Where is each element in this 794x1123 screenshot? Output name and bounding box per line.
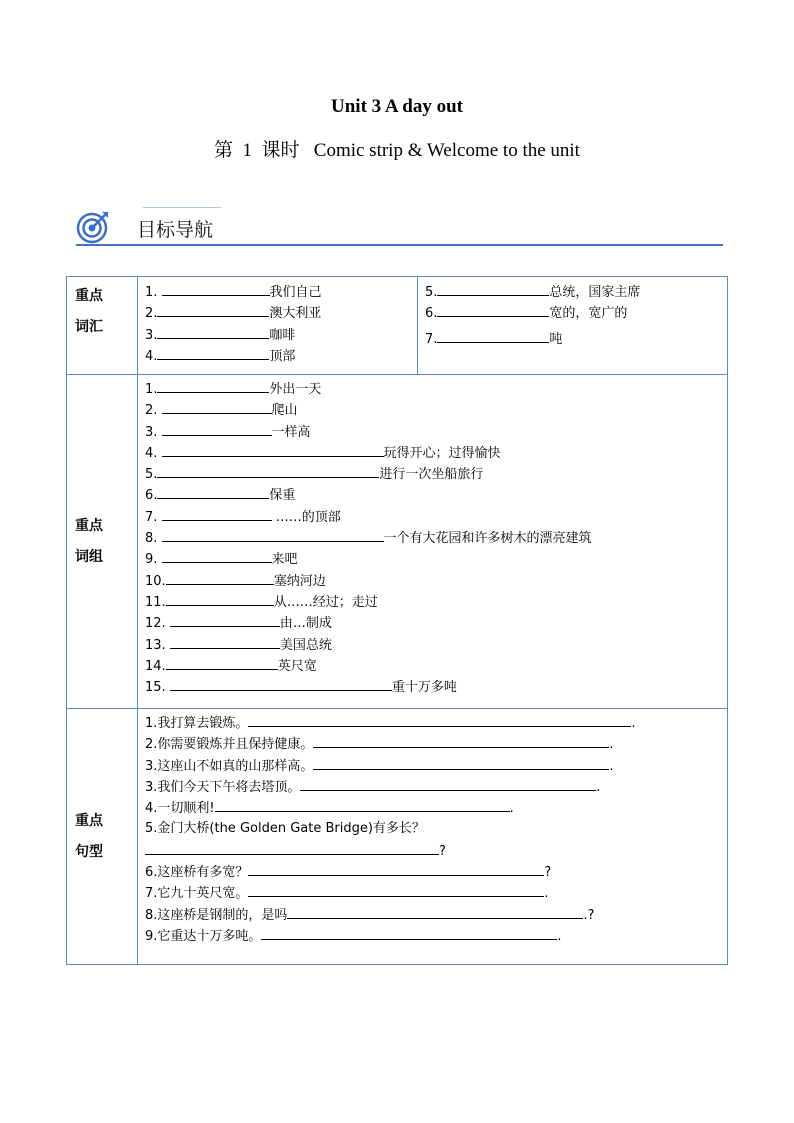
item-number: 5. <box>425 285 438 300</box>
item-number: 6. <box>425 306 438 322</box>
item-meaning: 顶部 <box>269 348 296 364</box>
sentence-prompt: 5.金门大桥(the Golden Gate Bridge)有多长？ <box>145 821 425 837</box>
sentences-row <box>67 709 728 965</box>
item-meaning: 吨 <box>549 331 563 347</box>
vocab-item <box>418 281 727 302</box>
phrases-label-line1: 重点 <box>75 517 103 534</box>
sentence-end: .? <box>583 907 595 923</box>
phrases-label-line2: 词组 <box>75 548 103 565</box>
sentence-end: . <box>544 886 549 902</box>
sentence-prompt: 6.这座桥有多宽？ <box>145 865 249 881</box>
answer-blank[interactable] <box>157 345 269 360</box>
phrases-label <box>67 375 138 709</box>
answer-blank[interactable] <box>166 655 278 670</box>
item-number: 6. <box>145 488 158 504</box>
vocab-item <box>418 302 727 323</box>
phrase-item <box>138 527 727 548</box>
sentences-label-line2: 句型 <box>75 843 103 860</box>
goal-table <box>66 276 728 965</box>
answer-blank[interactable] <box>157 324 269 339</box>
vocab-label-line2: 词汇 <box>75 319 103 335</box>
phrase-item <box>138 634 727 655</box>
answer-blank[interactable] <box>437 302 549 317</box>
sentence-prompt: 7.它九十英尺宽。 <box>145 886 249 902</box>
vocab-item <box>138 302 417 323</box>
item-meaning: 我们自己 <box>269 285 322 300</box>
item-meaning: 宽的，宽广的 <box>549 306 628 322</box>
sentence-end: ? <box>439 843 446 859</box>
item-meaning: ……的顶部 <box>275 509 341 525</box>
answer-blank[interactable] <box>157 302 269 317</box>
item-meaning: 重十万多吨 <box>391 680 457 696</box>
sentence-prompt: 3.我们今天下午将去塔顶。 <box>145 779 301 795</box>
item-meaning: 咖啡 <box>269 327 296 343</box>
lesson-subtitle: 第 1 课时 Comic strip & Welcome to the unit <box>214 140 580 161</box>
answer-blank[interactable] <box>261 925 557 940</box>
answer-blank[interactable] <box>145 840 439 855</box>
section-title: 目标导航 <box>137 219 214 241</box>
vocab-item <box>418 328 727 349</box>
answer-blank[interactable] <box>437 328 549 343</box>
item-meaning: 从……经过；走过 <box>273 594 378 610</box>
item-meaning: 澳大利亚 <box>269 306 322 322</box>
sentence-item <box>138 861 727 882</box>
phrase-item <box>138 378 727 399</box>
answer-blank[interactable] <box>157 484 269 499</box>
phrase-item <box>138 463 727 484</box>
sentence-end: . <box>609 737 614 753</box>
phrase-item <box>138 484 727 505</box>
sentences-label-line1: 重点 <box>75 812 103 829</box>
sentence-end: . <box>596 779 601 795</box>
answer-blank[interactable] <box>162 442 384 457</box>
sentence-item <box>138 882 727 903</box>
item-meaning: 进行一次坐船旅行 <box>379 467 484 483</box>
sentence-prompt: 2.你需要锻炼并且保持健康。 <box>145 737 314 753</box>
phrase-item <box>138 655 727 676</box>
answer-blank[interactable] <box>170 612 280 627</box>
sentence-item <box>138 925 727 946</box>
item-meaning: 玩得开心；过得愉快 <box>383 445 501 461</box>
sentence-prompt: 3.这座山不如真的山那样高。 <box>145 758 314 774</box>
sentence-item <box>138 818 727 839</box>
sentence-item <box>138 712 727 733</box>
answer-blank[interactable] <box>248 882 544 897</box>
item-number: 7. <box>145 509 158 525</box>
section-top-rule <box>143 207 221 208</box>
answer-blank[interactable] <box>166 591 274 606</box>
sentence-item <box>138 776 727 797</box>
item-number: 1. <box>145 382 158 397</box>
item-number: 2. <box>145 403 158 419</box>
item-number: 4. <box>145 445 158 461</box>
phrases-row <box>67 375 728 709</box>
sentences-cell <box>138 709 728 965</box>
item-number: 12. <box>145 616 166 632</box>
vocab-item <box>138 324 417 345</box>
sentence-item <box>138 755 727 776</box>
sentence-end: ? <box>544 865 552 881</box>
sentence-item <box>138 797 727 818</box>
target-icon <box>76 210 110 244</box>
item-number: 8. <box>145 531 158 547</box>
vocab-right-cell <box>418 277 728 375</box>
phrase-item <box>138 506 727 527</box>
item-meaning: 由…制成 <box>279 616 332 632</box>
vocab-item <box>138 345 417 366</box>
answer-blank[interactable] <box>166 570 274 585</box>
answer-blank[interactable] <box>162 399 272 414</box>
item-meaning: 爬山 <box>271 403 298 419</box>
item-number: 14. <box>145 658 166 674</box>
sentence-prompt: 4.一切顺利! <box>145 801 215 817</box>
answer-blank[interactable] <box>162 548 272 563</box>
answer-blank[interactable] <box>170 634 280 649</box>
item-number: 3. <box>145 327 158 343</box>
phrase-item <box>138 676 727 697</box>
vocab-left-cell <box>138 277 418 375</box>
vocab-label-line1: 重点 <box>75 288 103 304</box>
vocab-item <box>138 281 417 302</box>
sentence-end: . <box>609 758 614 774</box>
sentences-label <box>67 709 138 965</box>
sentence-prompt: 1.我打算去锻炼。 <box>145 716 249 731</box>
sentence-prompt: 8.这座桥是钢制的，是吗 <box>145 907 288 923</box>
answer-blank[interactable] <box>287 904 583 919</box>
answer-blank[interactable] <box>313 755 609 770</box>
answer-blank[interactable] <box>248 861 544 876</box>
item-meaning: 外出一天 <box>269 382 322 397</box>
sentence-end: . <box>557 928 562 944</box>
item-meaning: 保重 <box>269 488 296 504</box>
answer-blank[interactable] <box>162 421 272 436</box>
unit-title: Unit 3 A day out <box>331 96 463 117</box>
item-number: 3. <box>145 424 158 440</box>
item-number: 2. <box>145 306 158 322</box>
item-number: 4. <box>145 348 158 364</box>
phrase-item <box>138 442 727 463</box>
item-number: 10. <box>145 573 166 589</box>
item-meaning: 塞纳河边 <box>273 573 326 589</box>
item-meaning: 一样高 <box>271 424 311 440</box>
sentence-end: . <box>631 716 636 731</box>
answer-blank[interactable] <box>170 676 392 691</box>
answer-blank[interactable] <box>248 712 631 727</box>
item-meaning: 来吧 <box>271 552 298 568</box>
answer-blank[interactable] <box>437 281 549 296</box>
vocab-label <box>67 277 138 375</box>
answer-blank[interactable] <box>313 733 609 748</box>
answer-blank[interactable] <box>157 463 379 478</box>
answer-blank[interactable] <box>162 527 384 542</box>
sentence-item <box>138 904 727 925</box>
phrases-cell <box>138 375 728 709</box>
phrase-item <box>138 548 727 569</box>
phrase-item <box>138 421 727 442</box>
item-number: 5. <box>145 467 158 483</box>
item-number: 11. <box>145 594 166 610</box>
sentence-prompt: 9.它重达十万多吨。 <box>145 928 262 944</box>
sentence-item <box>138 733 727 754</box>
answer-blank[interactable] <box>300 776 596 791</box>
answer-blank[interactable] <box>157 378 269 393</box>
item-meaning: 一个有大花园和许多树木的漂亮建筑 <box>383 531 592 547</box>
answer-blank[interactable] <box>162 506 272 521</box>
item-number: 7. <box>425 331 438 347</box>
answer-blank[interactable] <box>215 797 510 812</box>
section-underline <box>76 244 723 246</box>
phrase-item <box>138 591 727 612</box>
item-meaning: 总统，国家主席 <box>549 285 641 300</box>
item-meaning: 美国总统 <box>279 637 332 653</box>
phrase-item <box>138 399 727 420</box>
phrase-item <box>138 570 727 591</box>
item-number: 1. <box>145 285 158 300</box>
item-number: 15. <box>145 680 166 696</box>
item-meaning: 英尺宽 <box>277 658 317 674</box>
sentence-continuation <box>138 840 727 861</box>
item-number: 9. <box>145 552 158 568</box>
phrase-item <box>138 612 727 633</box>
answer-blank[interactable] <box>162 281 270 296</box>
vocab-row <box>67 277 728 375</box>
item-number: 13. <box>145 637 166 653</box>
sentence-end: . <box>509 801 514 817</box>
